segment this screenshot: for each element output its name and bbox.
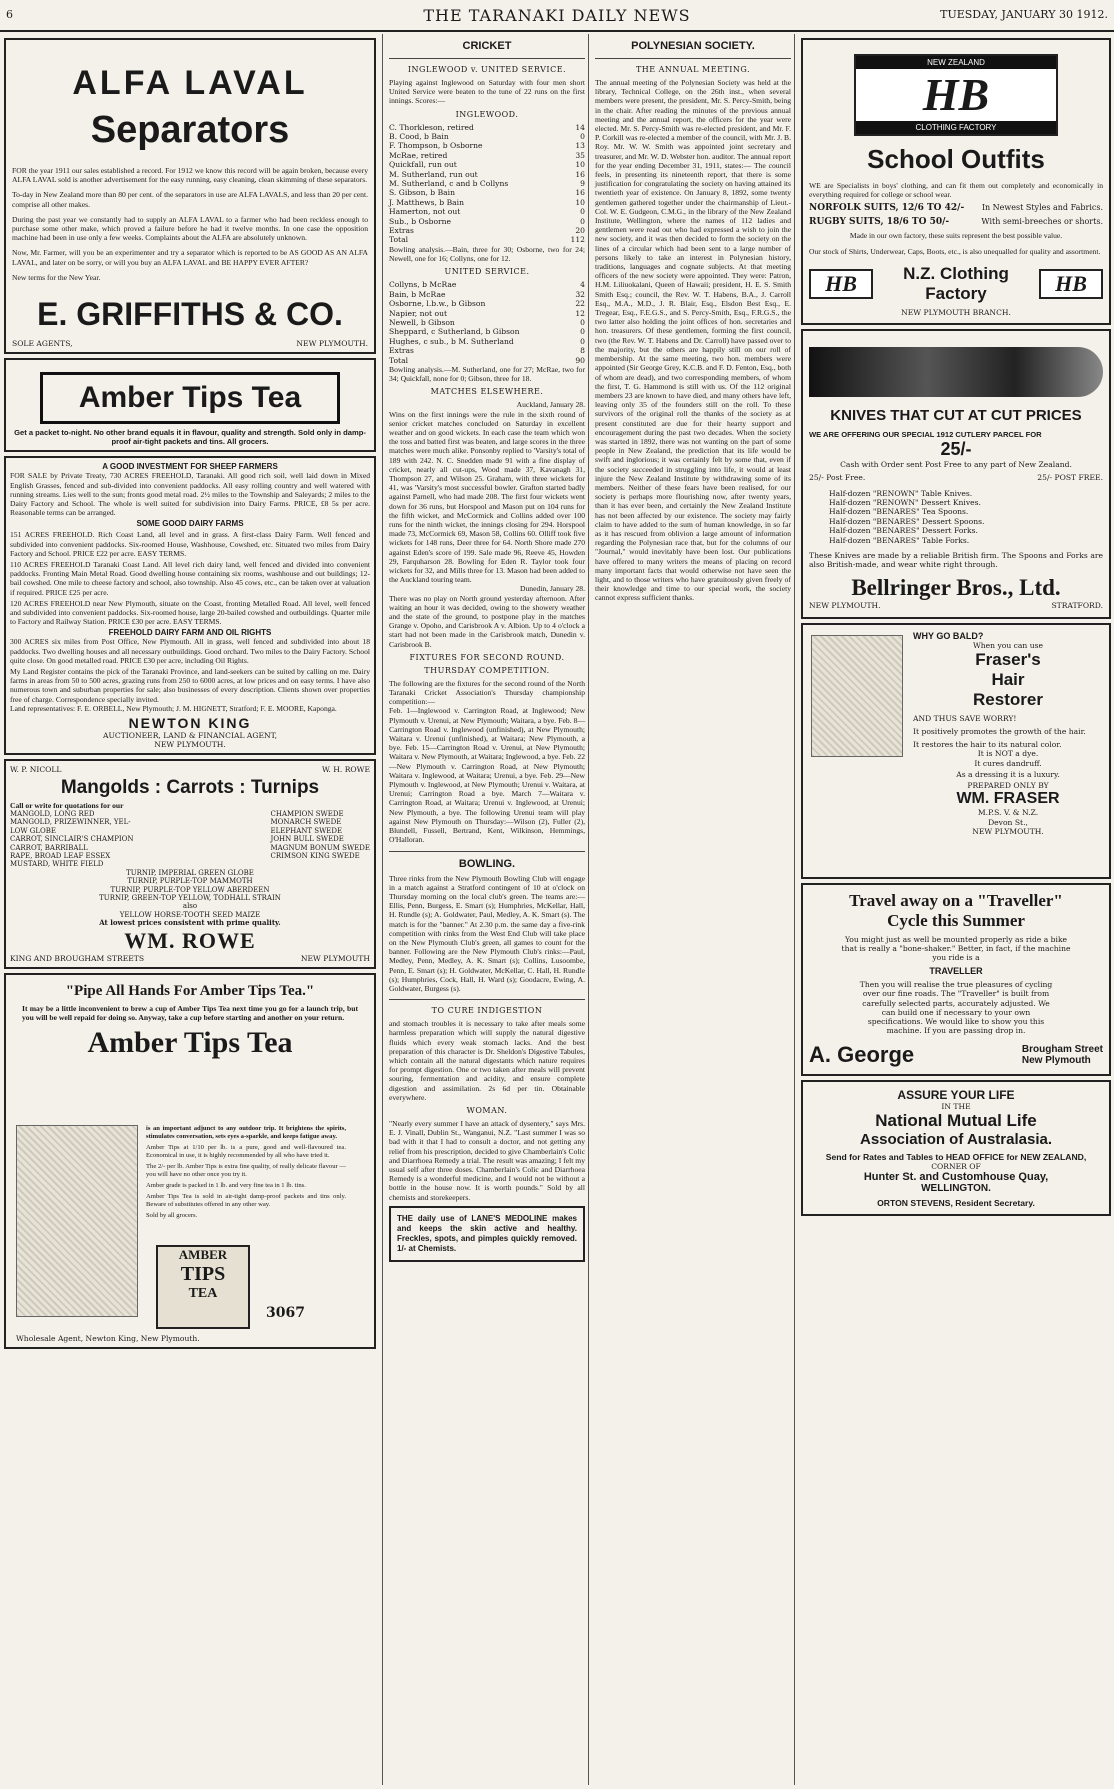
alfa-subtitle: Separators	[90, 109, 290, 151]
rowe-place: NEW PLYMOUTH	[300, 953, 370, 963]
post-free-left: 25/- Post Free.	[809, 473, 866, 483]
runs: 0	[580, 132, 585, 142]
score-row	[389, 170, 585, 179]
page-number: 6	[6, 8, 13, 21]
hb-logo-small-left	[809, 269, 873, 299]
tin-tea: TEA	[188, 1285, 218, 1301]
corner-of: CORNER OF	[931, 1161, 981, 1171]
runs: 8	[580, 346, 585, 356]
seed-item: CARROT, SINCLAIR'S CHAMPION	[10, 835, 134, 844]
batsman: Napier, not out	[389, 308, 448, 318]
seed-item: CARROT, BARRIBALL	[10, 843, 88, 852]
hunter-st: Hunter St. and Customhouse Quay,	[863, 1170, 1049, 1183]
knives-price: 25/-	[940, 439, 972, 460]
knife-item: Half-dozen "BENARES" Dessert Forks.	[829, 526, 978, 536]
school-outfits: School Outfits	[867, 144, 1045, 174]
hb-mark: HB	[922, 69, 990, 120]
turnip-4: TURNIP, GREEN-TOP YELLOW, TODHALL STRAIN	[99, 893, 281, 902]
association: Association of Australasia.	[860, 1130, 1052, 1148]
knife-item: Half-dozen "BENARES" Tea Spoons.	[829, 507, 969, 517]
factory: Factory	[925, 283, 987, 303]
batsman: Extras	[389, 346, 414, 356]
annual-meeting: THE ANNUAL MEETING.	[635, 65, 751, 74]
made-note: Made in our own factory, these suits represent the best possible value.	[849, 231, 1063, 241]
hb-logo-small-right	[1039, 269, 1103, 299]
united-service-heading: UNITED SERVICE.	[444, 267, 530, 277]
george-np: New Plymouth	[1021, 1054, 1091, 1066]
alfa-body-2: To-day in New Zealand more than 80 per cent. of the separators in use are ALFA LAVALS, and less than 20 per cent. comprise all other makes.	[12, 190, 368, 209]
score-row	[389, 327, 585, 336]
knives-note: These Knives are made by a reliable British firm. The Spoons and Forks are also British-made, and wear white right through.	[809, 551, 1103, 570]
nicoll-name: W. P. NICOLL	[10, 765, 62, 775]
sole-agents: SOLE AGENTS,	[12, 339, 73, 349]
runs: 12	[575, 308, 585, 318]
runs: 22	[575, 299, 585, 309]
bellringer: Bellringer Bros., Ltd.	[851, 575, 1061, 601]
cures-dandruff: It cures dandruff.	[974, 758, 1042, 768]
runs: 16	[575, 169, 585, 179]
land-reps: Land representatives: F. E. ORBELL, New Plymouth; J. M. HIGNETT, Stratford; F. E. MOORE, Kaponga.	[10, 703, 337, 713]
inglewood-scorecard	[389, 123, 585, 245]
newton-king-role: AUCTIONEER, LAND & FINANCIAL AGENT,	[103, 731, 277, 741]
score-row	[389, 280, 585, 289]
why-bald: WHY GO BALD?	[913, 630, 984, 641]
amber-big-title: Amber Tips Tea	[87, 1026, 293, 1060]
amber-side-1: is an important adjunct to any outdoor trip. It brightens the spirits, stimulates conversation, sets eyes a-sparkle, and keeps fatigue away.	[146, 1124, 346, 1140]
thursday-heading: THURSDAY COMPETITION.	[424, 665, 550, 675]
seed-list-right	[271, 810, 370, 869]
batsman: Extras	[389, 226, 414, 236]
prepared: PREPARED ONLY BY	[967, 781, 1049, 791]
a-george: A. George	[809, 1041, 915, 1067]
turnip-2: TURNIP, PURPLE-TOP MAMMOTH	[127, 877, 253, 886]
cycle-summer: Cycle this Summer	[887, 910, 1025, 930]
amber-title: Amber Tips Tea	[40, 372, 340, 424]
runs: 4	[580, 280, 585, 290]
bowling-body: Three rinks from the New Plymouth Bowling Club will engage in a match against a Stratford contingent of 10 at o'clock on Thursday morning on the local club's green. The teams are:—Ellis, Penn, Burgess, E. Smart (s); Humphries, McKellar, Hall, H. Rundle (s); A. Goldwater, Paul, Medley, A. K. Smart (s). The match is for the "banner." At 2.30 p.m. the same day a five-rink competition with rinks from the West End Club will take place on the New Plymouth Club's green, all games to count for the banner. Following are the New Plymouth Club's rinks:—Paul, Medley, Penn, Medley, A. K. Smart (s); Collins, Lusoombe, Penn, E. Smart (s); H. Goldwater, McKellar, C. Hall, H. Rundle (s); Humphries, Cock, Hall, H. Ward (s); Goodacre, Ewing, A. Goldwater, Burgess (s).	[389, 873, 585, 993]
investment-heading: A GOOD INVESTMENT FOR SHEEP FARMERS	[102, 462, 278, 472]
indigestion-body: and stomach troubles it is necessary to take after meals some harmless preparation which will supply the natural digestive fluids which every weak stomach lacks. And the best preparation of this character is Dr. Sheldon's Digestive Tabules, which contain all the natural digestants which nature requires for prompt digestion. One or two taken after meals will prevent souring, fermentation and acidity, and ensure complete digestion and assimilation. 2s 6d per tin. Obtainable everywhere.	[389, 1019, 585, 1102]
seed-item: MONARCH SWEDE	[270, 818, 342, 827]
dairy-120: 120 ACRES FREEHOLD near New Plymouth, situate on the Coast, fronting Metalled Road. All level, well fenced and subdivided into convenient paddocks. Six-roomed house, large 20-bailed cowshed and outbuildings. Quarter mile to Factory and Railway Station. PRICE £30 per acre. EASY TERMS.	[10, 598, 370, 627]
auckland-body: Wins on the first innings were the rule in the sixth round of senior cricket matches concluded on Saturday in excellent weather and on good wickets. In each case the team which won the toss and batted first was beaten, and large scores in the three matches were much alike. Ponsonby replied to 'Varsity's total of 189 with 242. N. C. Snedden made 91 with a fine display of cricket, nearly all cut-ups, Wood made 37, Kavanagh 31, Thompson 27, and Wilson 25. Graham, with three wickets for 41, was 'Varsity's most successful bowler. Grafton started badly against Parnell, who had made 208. The first four wickets went down for 36 runs, but Horspool and Mason put on 104 runs for the fifth wicket, and McCormick and Collins added over 100 runs for the ninth wicket, the innings closing for 294. Horspool made 73, McCormick 69, Mason 58, Collins 60. Olliff took five wickets for 148 runs, Deer three for 64. North Shore made 270 against Eden's score of 199. Sale made 96, Reeve 45, Howden 29, Farquharson 28. Bowling for Eden R. Taylor took four wickets for 32, and Mills three for 13. Mason had been added to the Auckland touring team.	[389, 409, 585, 585]
call-text: Call or write for quotations for our	[10, 800, 124, 810]
oil-heading: FREEHOLD DAIRY FARM AND OIL RIGHTS	[108, 628, 272, 638]
knives-ad	[801, 329, 1111, 619]
woman-body: "Nearly every summer I have an attack of dysentery," says Mrs. E. J. Vinall, Dublin St., Wanganui, N.Z. "Last summer I was so bad with it that I had to consult a doctor, and not getting any relief from his prescription, decided to give Chamberlain's Colic and Diarrhoea Remedy a trial. The result was amazing; I felt my usual self after three doses. Chamberlain's Colic and Diarrhoea Remedy is a wonderful medicine, and I would not be without a bottle in the house now. It is worth pounds." Sold by all chemists and storekeepers.	[389, 1118, 585, 1202]
united-service-scorecard	[389, 280, 585, 365]
rugby-suits: RUGBY SUITS, 18/6 TO 50/-	[809, 217, 950, 228]
batsman: M. Sutherland, run out	[389, 169, 478, 179]
fixtures-intro: The following are the fixtures for the second round of the North Taranaki Cricket Association's Thursday championship competition:—	[389, 678, 585, 707]
column-ads-left	[4, 34, 376, 1785]
masthead	[0, 0, 1114, 32]
batsman: B. Cood, b Bain	[389, 132, 449, 142]
amber-tips-ad-large	[4, 973, 376, 1349]
runs: 9	[580, 179, 585, 189]
polynesian-heading: POLYNESIAN SOCIETY.	[631, 40, 755, 52]
batsman: Newell, b Gibson	[389, 317, 455, 327]
branch: NEW PLYMOUTH BRANCH.	[901, 307, 1011, 317]
batsman: Hamerton, not out	[389, 207, 461, 217]
batsman: Sub., b Osborne	[389, 216, 452, 226]
seed-item: JOHN BULL SWEDE	[270, 835, 344, 844]
runs: 112	[570, 235, 585, 245]
turnip-3: TURNIP, PURPLE-TOP YELLOW ABERDEEN	[110, 885, 270, 894]
investment-body: FOR SALE by Private Treaty, 730 ACRES FREEHOLD, Taranaki. All good rich soil, well laid down in Mixed English Grasses, fenced and sub-divided into convenient paddocks. All easy rolling country and well watered with running streams. Lies well to the sun; fronts good metal road. 2½ miles to the Township and Saleyards; 2 miles to the Dairy Factory and School. The whole is well suited for subdivision into Dairy Farms. PRICE, £8 5s per acre. Reasonable terms can be arranged.	[10, 471, 370, 518]
amber-side-3: The 2/- per lb. Amber Tips is extra fine quality, of really delicate flavour — you will have no other once you try it.	[146, 1162, 346, 1178]
match-title: INGLEWOOD v. UNITED SERVICE.	[407, 65, 567, 74]
score-row	[389, 217, 585, 226]
polynesian-body: The annual meeting of the Polynesian Society was held at the library, Technical College, on the 26th inst., when several members were present, the president, Mr. S. Percy-Smith, being in the chair. After reading the minutes of the previous annual meeting and the annual report, the officers for the year were elected. Mr. S. Percy-Smith was re-elected president, and Mr. F. P. Corkill was re-elected a member of the council, with Mr. J. B. Roy. Mr. W. W. Smith was appointed joint secretary and treasurer, and Mr. W. D. Webster hon. auditor. The annual report for the year ending December 31, 1911, states:— The council feels, in presenting its nineteenth report, that there is some justification for congratulating the society on having attained its twentieth year of existence. On January 8, 1892, some twenty gentlemen gathered together under the chairmanship of Lieut.-Col. W. E. Gudgeon, C.M.G., in the library of the New Zealand Institute, Wellington, where the names of 112 ladies and gentlemen were read out who had expressed a wish to join the new society, and it was then decided to form the society on the lines of a circular which had been sent to a large number of persons likely to take an interest in Polynesian history, traditions, languages and cognate subjects. At that meeting officers of the new society were appointed. They were: Patron, H.M. Liliuokalani, Queen of Hawaii; president, H. E. S. Smith Smith Esq.; council, the Rev. W. T. Habens, B.A., J. Carroll Esq., M.A., M.D., J. R. Blair, Esq., Elsdon Best Esq., E. Tregear, Esq., F.E.G.S., and S. Percy-Smith, Esq., F.R.G.S., the two latter also holding the joint offices of hon. secretaries and hon. treasurers. Of these gentlemen, forming the first council, two (the Rev. W. T. Habens and Dr. Carroll) have passed over to the majority, but the others are happily still on our roll of membership. At the same meeting, two hon. members were appointed (Sir George Grey, K.C.B. and F. D. Fenton, Esq., both of whom are dead), and two corresponding members, of whom the first, T. G. Hammond is still with us. Of the 112 original members 23 are known to have died, and many others have left, leaving only 35 of the founders still on the roll. To these survivors of the original roll the thanks of the society as at present constituted are due for their hearty support and encouragement during the past two decades. When the society was started in 1892, there was not wanting on the part of some people in New Zealand, the prediction that its life would be swift and inglorious; it was certainly felt by some that, even if the society succeeded in struggling into life, it would at least injure the New Zealand Institute by withdrawing some of its members. Neither of these fears have been realised, for our society is perhaps more flourishing now, after twenty years, than it has ever been, and certainly the New Zealand Institute has not been affected by our existence. The society may fairly claim to have added to the sum of human knowledge, in so far as it has rescued from oblivion a large amount of information regarding the Polynesian race that, but for the columns of our "Journal," would inevitably have been lost. Our publications have offered to many writers the means of placing on record many important facts that would otherwise not have seen the light, and to those writers who have gratuitously given freely of their knowledge and time to our special work, the society cannot express sufficient thanks.	[595, 78, 791, 603]
column-ads-right	[794, 34, 1114, 1785]
batsman: Total	[389, 355, 409, 365]
amber-side-5: Amber Tips Tea is sold in air-tight damp-proof packets and tins only. Beware of substitutes offered in any other way.	[146, 1192, 346, 1208]
knife-item: Half-dozen "BENARES" Dessert Spoons.	[829, 516, 985, 526]
tin-tips: TIPS	[180, 1262, 226, 1285]
national-mutual-ad	[801, 1080, 1111, 1216]
runs: 0	[580, 327, 585, 337]
dairy-110: 110 ACRES FREEHOLD Taranaki Coast Land. All level rich dairy land, well fenced and divided into convenient paddocks. Fronting Main Metal Road. Good dwelling house containing six rooms, washhouse and out buildings; 12-bail cowshed. One mile to cheese factory and school, also township. Also 45 cows, etc., can be taken over at valuation if required. PRICE £25 per acre.	[10, 560, 370, 597]
batsman: Total	[389, 235, 409, 245]
knife-illustration	[809, 347, 1103, 397]
hair: Hair	[991, 669, 1025, 689]
inglewood-heading: INGLEWOOD.	[455, 109, 519, 119]
post-free-right: 25/- POST FREE.	[1037, 473, 1103, 483]
seed-item: CRIMSON KING SWEDE	[270, 851, 360, 860]
amber-tips-ad-small	[4, 358, 376, 452]
promotes: It positively promotes the growth of the hair.	[913, 727, 1086, 737]
pipe-all-hands: "Pipe All Hands For Amber Tips Tea."	[65, 982, 315, 999]
outfits-body: WE are Specialists in boys' clothing, and can fit them out completely and economically in everything required for college or school wear.	[809, 181, 1103, 200]
woman-illustration	[16, 1125, 138, 1317]
travel-away: Travel away on a "Traveller"	[849, 890, 1063, 910]
ad-code: 3067	[266, 1304, 305, 1321]
score-row	[389, 235, 585, 244]
knife-item: Half-dozen "RENOWN" Dessert Knives.	[829, 498, 981, 508]
george-street: Brougham Street	[1021, 1043, 1103, 1055]
score-row	[389, 207, 585, 216]
not-dye: It is NOT a dye.	[977, 749, 1039, 759]
oil-body: 300 ACRES six miles from Post Office, New Plymouth. All in grass, well fenced and subdivided into about 18 paddocks. Two dwelling houses and all necessary outbuildings. Good orchard. Two miles to the Dairy Factory. School quite close. On good metalled road. PRICE £30 per acre, including Oil Rights.	[10, 637, 370, 665]
newton-king-place: NEW PLYMOUTH.	[154, 740, 226, 750]
medoline-ad: THE daily use of LANE'S MEDOLINE makes and keeps the skin active and healthy. Freckles, spots, and pimples quickly removed. 1/- at Chemists.	[389, 1206, 585, 1262]
assure-life: ASSURE YOUR LIFE	[897, 1087, 1015, 1102]
dunedin-dateline: Dunedin, January 28.	[520, 584, 585, 594]
bowling-analysis-1: Bowling analysis.—Bain, three for 30; Osborne, two for 24; Newell, one for 16; Collyns, one for 12.	[389, 244, 585, 264]
batsman: McRae, retired	[389, 150, 448, 160]
runs: 90	[575, 355, 585, 365]
match-intro: Playing against Inglewood on Saturday with four men short United Service were beaten to the tune of 22 runs on the first innings. Scores:—	[389, 78, 585, 106]
knives-offer: WE ARE OFFERING OUR SPECIAL 1912 CUTLERY PARCEL FOR	[809, 430, 1042, 440]
alfa-body-5: New terms for the New Year.	[12, 272, 101, 282]
hb-top: NEW ZEALAND	[856, 56, 1056, 69]
orton-stevens: ORTON STEVENS, Resident Secretary.	[877, 1197, 1035, 1208]
national-mutual: National Mutual Life	[875, 1110, 1037, 1130]
send-rates: Send for Rates and Tables to HEAD OFFICE for NEW ZEALAND,	[825, 1151, 1087, 1162]
luxury: As a dressing it is a luxury.	[956, 769, 1060, 779]
column-polynesian	[588, 34, 791, 1785]
score-row	[389, 356, 585, 365]
bellringer-strat: STRATFORD.	[1051, 601, 1103, 611]
hb-logo	[854, 54, 1058, 136]
seed-item: MANGOLD, PRIZEWINNER, YEL-	[10, 818, 131, 827]
knives-title: KNIVES THAT CUT AT CUT PRICES	[830, 407, 1082, 425]
batsman: Bain, b McRae	[389, 289, 446, 299]
devon-st: Devon St.,	[988, 817, 1028, 827]
hb-mark-left: HB	[825, 270, 857, 296]
mangolds-title: Mangolds : Carrots : Turnips	[60, 776, 320, 798]
wm-rowe-name: WM. ROWE	[124, 927, 256, 953]
batsman: S. Gibson, b Bain	[389, 188, 456, 198]
runs: 0	[580, 207, 585, 217]
seed-list-left	[10, 810, 134, 869]
runs: 10	[575, 160, 585, 170]
griffiths-name: E. GRIFFITHS & CO.	[37, 296, 343, 333]
rugby-note: With semi-breeches or shorts.	[981, 217, 1103, 227]
score-row	[389, 132, 585, 141]
column-cricket	[382, 34, 585, 1785]
amber-side-4: Amber grade is packed in 1 lb. and very fine tea in 1 lb. tins.	[146, 1181, 306, 1189]
newton-king-name: NEWTON KING	[128, 715, 252, 732]
norfolk-suits: NORFOLK SUITS, 12/6 TO 42/-	[809, 203, 965, 214]
batsman: Osborne, l.b.w., b Gibson	[389, 299, 486, 309]
score-row	[389, 141, 585, 150]
frasers: Fraser's	[975, 649, 1041, 669]
also-text: also	[182, 902, 198, 911]
alfa-body-4: Now, Mr. Farmer, will you be an experimenter and try a separator which is reported to be AS GOOD AS AN ALFA LAVAL, and later on be sorry, or will you buy an ALFA LAVAL and BE HAPPY EVER AFTER?	[12, 248, 368, 267]
maize-text: YELLOW HORSE-TOOTH SEED MAIZE	[119, 910, 261, 919]
amber-tagline: Get a packet to-night. No other brand equals it in flavour, quality and strength. Sold only in damp-proof air-tight packets and tins. All grocers.	[14, 428, 366, 447]
batsman: Collyns, b McRae	[389, 280, 457, 290]
mps: M.P.S. V. & N.Z.	[977, 808, 1039, 818]
bowling-heading: BOWLING.	[458, 857, 516, 870]
bowling-analysis-2: Bowling analysis.—M. Sutherland, one for 27; McRae, two for 34; Quickfall, none for 0; Gibson, three for 18.	[389, 364, 585, 384]
amber-side-6: Sold by all grocers.	[146, 1211, 198, 1219]
auckland-dateline: Auckland, January 28.	[516, 400, 585, 410]
seed-item: CHAMPION SWEDE	[270, 809, 344, 818]
newton-king-ad	[4, 456, 376, 755]
traveller: TRAVELLER	[929, 966, 983, 977]
turnip-1: TURNIP, IMPERIAL GREEN GLOBE	[126, 868, 254, 877]
score-row	[389, 179, 585, 188]
fraser-np: NEW PLYMOUTH.	[972, 826, 1044, 836]
knives-list	[829, 489, 1103, 545]
nz-clothing: N.Z. Clothing	[903, 263, 1009, 283]
fixtures-heading: FIXTURES FOR SECOND ROUND.	[409, 652, 565, 662]
restorer: Restorer	[973, 689, 1043, 709]
seed-item: LOW GLOBE	[10, 826, 57, 835]
batsman: J. Matthews, b Bain	[389, 197, 464, 207]
lowest-prices: At lowest prices consistent with prime quality.	[99, 918, 281, 928]
runs: 10	[575, 197, 585, 207]
tea-tin	[156, 1245, 250, 1329]
alfa-body-3: During the past year we constantly had to supply an ALFA LAVAL to a farmer who had been reckless enough to purchase some other make, which proved a failure before he had it twelve months. In one case the opposition machine had been in use only a few weeks. Complaints about the ALFA are absolutely unknown.	[12, 214, 368, 243]
in-the: IN THE	[941, 1101, 971, 1111]
runs: 13	[575, 141, 585, 151]
tin-amber: AMBER	[178, 1246, 228, 1262]
save-worry: AND THUS SAVE WORRY!	[913, 713, 1017, 723]
register-body: My Land Register contains the pick of the Taranaki Province, and land-seekers can be suited by calling on me. Dairy farms in areas from 50 to 500 acres, grazing runs from 250 to 6000 acres, at low prices and on easy terms. I have also numerous town and suburban properties for sale; also businesses of every description. Clients shown over properties free of charge. Correspondence specially invited.	[10, 667, 370, 704]
score-row	[389, 160, 585, 169]
hair-illustration	[811, 635, 903, 757]
knife-item: Half-dozen "RENOWN" Table Knives.	[829, 488, 973, 498]
runs: 32	[575, 289, 585, 299]
batsman: F. Thompson, b Osborne	[389, 141, 483, 151]
rowe-address: KING AND BROUGHAM STREETS	[10, 953, 145, 963]
dairy-151: 151 ACRES FREEHOLD. Rich Coast Land, all level and in grass. A first-class Dairy Farm. Well fenced and subdivided into convenient paddocks. Six-roomed House, Washhouse, Cowshed, etc. Situated two miles from Dairy Factory and School. PRICE £22 per acre. EASY TERMS.	[10, 530, 370, 558]
bellringer-np: NEW PLYMOUTH.	[809, 601, 881, 611]
runs: 0	[580, 336, 585, 346]
wholesale-agent: Wholesale Agent, Newton King, New Plymouth.	[16, 1333, 200, 1343]
runs: 0	[580, 216, 585, 226]
amber-body: It may be a little inconvenient to brew a cup of Amber Tips Tea next time you go for a launch trip, but you will be well repaid for doing so. Anyway, take a cup before starting and another on your return.	[22, 1003, 358, 1022]
woman-heading: WOMAN.	[466, 1105, 508, 1115]
griffiths-place: NEW PLYMOUTH.	[296, 339, 368, 349]
batsman: Sheppard, c Sutherland, b Gibson	[389, 327, 520, 337]
seed-item: MUSTARD, WHITE FIELD	[10, 860, 104, 869]
score-row	[389, 309, 585, 318]
knife-item: Half-dozen "BENARES" Table Forks.	[829, 535, 970, 545]
alfa-body-1: FOR the year 1911 our sales established a record. For 1912 we know this record will be again broken, because every ALFA LAVAL sold is another advertisement for the easy running, easy cleaning, clean skimming of these separators.	[12, 166, 368, 185]
hb-mark-right: HB	[1055, 270, 1087, 296]
restores: It restores the hair to its natural color.	[913, 740, 1062, 750]
score-row	[389, 290, 585, 299]
travel-body: You might just as well be mounted properly as ride a bike that is really a "bone-shaker." Better, in fact, if the machine you ride is a	[841, 934, 1071, 963]
score-row	[389, 198, 585, 207]
rowe-seeds-ad	[4, 759, 376, 968]
knives-cash: Cash with Order sent Post Free to any part of New Zealand.	[840, 460, 1072, 470]
score-row	[389, 226, 585, 235]
travel-body-2: Then you will realise the true pleasures of cycling over our fine roads. The "Traveller" is built from carefully selected parts, accurately adjusted. We can build one if necessary to your own specifications. We would like to show you this machine. If you are passing drop in.	[859, 980, 1053, 1036]
traveller-cycle-ad	[801, 883, 1111, 1076]
batsman: Hughes, c sub., b M. Sutherland	[389, 336, 514, 346]
seed-item: ELEPHANT SWEDE	[270, 826, 343, 835]
matches-elsewhere: MATCHES ELSEWHERE.	[430, 387, 544, 397]
runs: 20	[575, 226, 585, 236]
dairy-heading: SOME GOOD DAIRY FARMS	[136, 519, 244, 529]
stock-note: Our stock of Shirts, Underwear, Caps, Boots, etc., is also unequalled for quality and assortment.	[809, 246, 1101, 256]
batsman: M. Sutherland, c and b Collyns	[389, 179, 509, 189]
seed-item: RAPE, BROAD LEAF ESSEX	[10, 851, 111, 860]
wm-fraser: WM. FRASER	[956, 790, 1060, 808]
rowe-name-small: W. H. ROWE	[321, 765, 370, 775]
wellington: WELLINGTON.	[921, 1182, 991, 1194]
score-row	[389, 188, 585, 197]
alfa-laval-ad	[4, 38, 376, 354]
fraser-hair-ad	[801, 623, 1111, 879]
when-use: When you can use	[972, 640, 1044, 650]
hb-bottom: CLOTHING FACTORY	[856, 121, 1056, 134]
dunedin-body: There was no play on North ground yesterday afternoon. After waiting an hour it was decided, owing to the showery weather and the state of the ground, to postpone play in the matches Grange v. Opoho, and Carisbrook A v. Albion. Up to 4 o'clock a start had not been made in the Carisbrook match, Dunedin v. Carisbrook B.	[389, 593, 585, 649]
runs: 0	[580, 317, 585, 327]
score-row	[389, 337, 585, 346]
score-row	[389, 346, 585, 355]
batsman: C. Thorkleson, retired	[389, 122, 474, 132]
score-row	[389, 318, 585, 327]
score-row	[389, 123, 585, 132]
amber-side-2: Amber Tips at 1/10 per lb. is a pure, good and well-flavoured tea. Economical in use, it is highly recommended by all who have tried it.	[146, 1143, 346, 1159]
hb-clothing-ad	[801, 38, 1111, 325]
seed-item: MAGNUM BONUM SWEDE	[270, 843, 370, 852]
score-row	[389, 299, 585, 308]
runs: 35	[575, 150, 585, 160]
newspaper-title: THE TARANAKI DAILY NEWS	[423, 6, 691, 25]
runs: 16	[575, 188, 585, 198]
seed-item: MANGOLD, LONG RED	[10, 809, 95, 818]
score-row	[389, 151, 585, 160]
norfolk-note: In Newest Styles and Fabrics.	[981, 203, 1103, 213]
indigestion-heading: TO CURE INDIGESTION	[431, 1006, 543, 1016]
batsman: Quickfall, run out	[389, 160, 457, 170]
cricket-heading: CRICKET	[462, 40, 512, 52]
alfa-title: ALFA LAVAL	[72, 64, 308, 102]
runs: 14	[575, 122, 585, 132]
issue-date: TUESDAY, JANUARY 30 1912.	[940, 8, 1108, 21]
fixtures-body: Feb. 1—Inglewood v. Carrington Road, at Inglewood; New Plymouth v. Urenui, at New Plymouth; Waitara, a bye. Feb. 8—Carrington Road v. Inglewood (unfinished), at New Plymouth; Waitara v. Urenui (unfinished), at Waitara; New Plymouth, a bye. Feb. 15—Carrington Road v. Urenui, at New Plymouth; Waitara v. New Plymouth, at Waitara; Inglewood, a bye. Feb. 22—New Plymouth v. Carrington Road, at New Plymouth; Waitara v. Inglewood, at Waitara; Urenui, a bye. Feb. 29—New Plymouth v. Inglewood, at New Plymouth; Urenui v. Waitara, at Urenui; Carrington Road a bye. March 7—Waitara v. Carrington Road, at Waitara; Urenui v. Inglewood, at Urenui; New Plymouth, a bye. The following Urenui team will play against New Plymouth on Thursday:—Wilson (2), Fuller (2), Blundell, Fussell, Bertrand, Kent, Wilkinson, Hemmings, O'Halloran.	[389, 706, 585, 845]
